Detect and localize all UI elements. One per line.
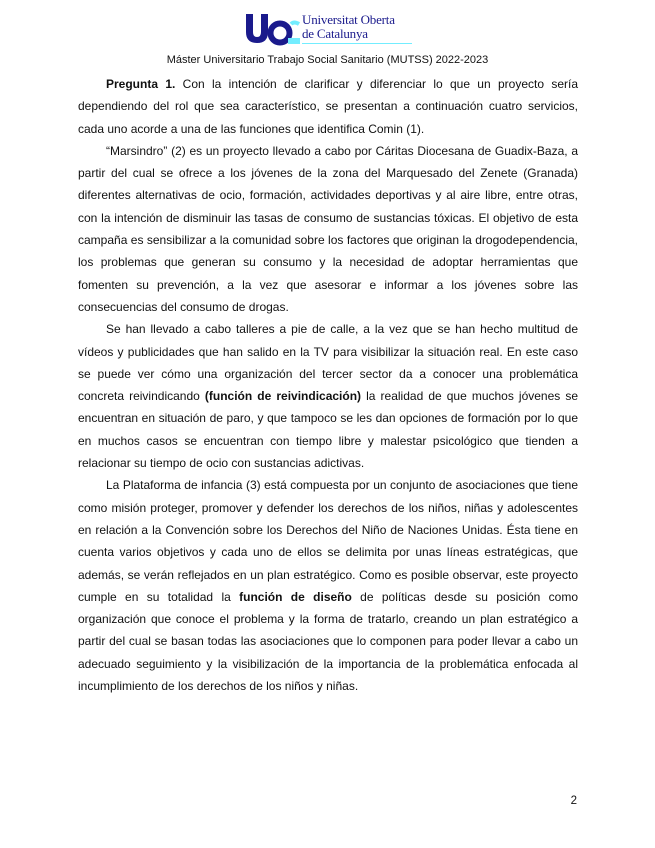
paragraph-1 [78,73,578,140]
uoc-logo-mark-icon [244,10,300,48]
document-body [78,73,578,697]
page-number: 2 [570,795,577,807]
paragraph-2-text: “Marsindro” (2) es un proyecto llevado a cabo por Cáritas Diocesana de Guadix-Baza, a partir del cual se ofrece a los jóvenes de la zona del Marquesado del Zenete (Granada) diferentes alternativas de ocio, formación, actividades deportivas y al aire libre, entre otras, con la intención de disminuir las tasas de consumo de sustancias tóxicas. El objetivo de esta campaña es sensibilizar a la comunidad sobre los factores que originan la drogodependencia, los problemas que generan su consumo y la necesidad de adoptar herramientas que fomenten su prevención, a la vez que asesorar e informar a los jóvenes sobre las consecuencias del consumo de drogas. [78,143,578,314]
paragraph-2 [78,140,578,318]
logo-rule [302,43,412,44]
paragraph-1-text: Con la intención de clarificar y diferenciar lo que un proyecto sería dependiendo del rol que sea característico, se presentan a continuación cuatro servicios, cada uno acorde a una de las funciones que identifica Comin (1). [78,77,578,136]
question-label: Pregunta 1. [106,77,176,91]
logo-line-2: de Catalunya [302,26,368,41]
paragraph-3-text-after: la realidad de que muchos jóvenes se encuentran en situación de paro, y que tampoco se les dan opciones de formación por lo que en muchos casos se encuentran con tiempo libre y malestar psicológico que tienden a relacionar su tiempo de ocio con sustancias adictivas. [78,389,579,471]
bold-term-diseno: función de diseño [239,589,352,604]
logo-line-1: Universitat Oberta [302,12,395,27]
uoc-logo [244,10,414,48]
paragraph-4-text-before: La Plataforma de infancia (3) está compuesta por un conjunto de asociaciones que tiene como misión proteger, promover y defender los derechos de los niños, niñas y adolescentes en relación a la Convención sobre los Derechos del Niño de Naciones Unidas. Ésta tiene en cuenta varios objetivos y cada uno de ellos se delimita por unas líneas estratégicas, que además, se verán reflejados en un plan estratégico. Como es posible observar, este proyecto cumple en su totalidad la [78,478,578,604]
paragraph-3 [78,318,578,474]
paragraph-3-text-before: Se han llevado a cabo talleres a pie de calle, a la vez que se han hecho multitud de vídeos y publicidades que han salido en la TV para visibilizar la situación real. En este caso se puede ver cómo una organización del tercer sector da a conocer una problemática concreta reivindicando [78,322,578,404]
bold-term-reivindicacion: (función de reivindicación) [204,389,362,404]
paragraph-4-text-after: de políticas desde su posición como organización que conoce el problema y la forma de tratarlo, creando un plan estratégico a partir del cual se basan todas las asociaciones que lo componen para poder llevar a cabo un adecuado seguimiento y la visibilización de la importancia de la problemática enfocada al incumplimiento de los derechos de los niños y niñas. [78,589,578,694]
document-subtitle: Máster Universitario Trabajo Social Sanitario (MUTSS) 2022-2023 [166,54,489,66]
paragraph-4 [78,474,578,697]
